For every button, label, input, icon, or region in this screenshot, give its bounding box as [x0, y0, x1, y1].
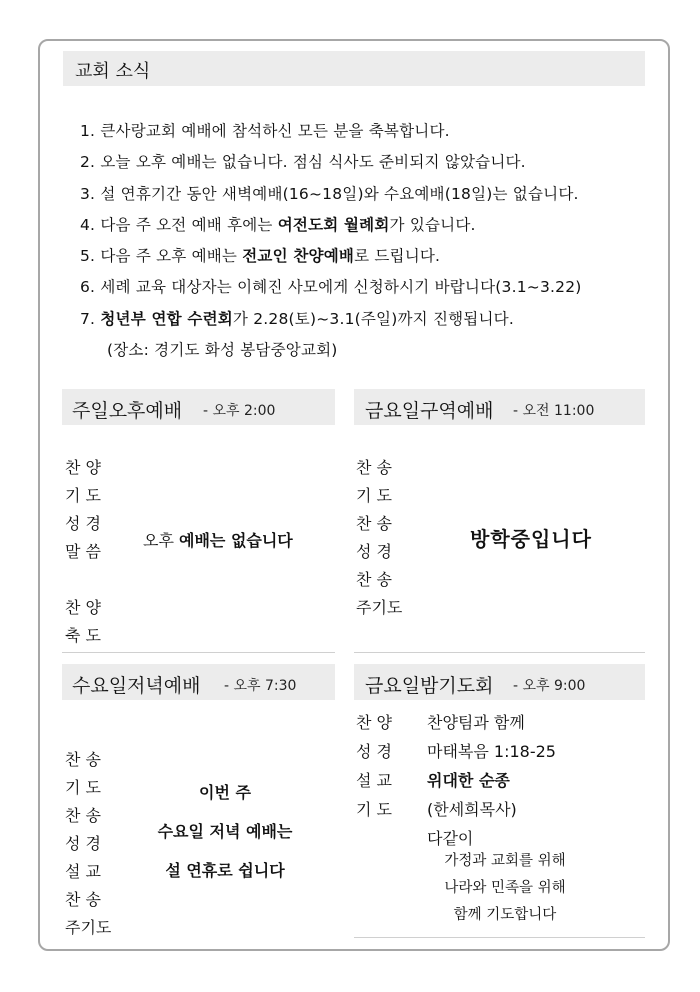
sunday-pm-time: - 오후 2:00	[203, 403, 276, 419]
friday-night-title: 금요일밤기도회	[365, 675, 494, 697]
news-list	[80, 116, 582, 366]
order-label: 찬 양	[65, 458, 101, 477]
news-title: 교회 소식	[75, 61, 151, 82]
friday-district-divider	[354, 652, 645, 653]
news-note: (장소: 경기도 화성 봉담중앙교회)	[107, 341, 338, 360]
wednesday-order	[65, 746, 125, 942]
sunday-pm-order	[65, 454, 125, 650]
news-header-bar	[63, 51, 645, 86]
order-label: 찬 송	[65, 806, 101, 825]
news-item: 6. 세례 교육 대상자는 이혜진 사모에게 신청하시기 바랍니다(3.1~3.22)	[80, 278, 582, 297]
news-item: 4. 다음 주 오전 예배 후에는 여전도회 월례회가 있습니다.	[80, 215, 476, 234]
news-item: 5. 다음 주 오후 예배는 전교인 찬양예배로 드립니다.	[80, 247, 441, 266]
order-label: 주기도	[356, 598, 403, 617]
sunday-pm-title: 주일오후예배	[72, 400, 183, 422]
order-label: 찬 송	[356, 458, 392, 477]
friday-district-order	[356, 454, 416, 622]
news-item: 7. 청년부 연합 수련회가 2.28(토)~3.1(주일)까지 진행됩니다.	[80, 309, 514, 328]
order-label: 찬 송	[356, 514, 392, 533]
order-label: 찬 양	[65, 598, 101, 617]
wednesday-time: - 오후 7:30	[224, 678, 297, 694]
friday-district-message: 방학중입니다	[470, 527, 592, 551]
order-label: 기 도	[356, 486, 392, 505]
friday-district-title: 금요일구역예배	[365, 400, 494, 422]
order-label: 기 도	[65, 778, 101, 797]
order-label: 말 씀	[65, 542, 101, 561]
sunday-pm-message: 오후 예배는 없습니다	[143, 531, 293, 550]
sunday-pm-divider	[62, 652, 335, 653]
order-label: 주기도	[65, 918, 112, 937]
order-label: 찬 송	[65, 890, 101, 909]
order-label: 성 경	[65, 514, 101, 533]
prayer-list: 가정과 교회를 위해 나라와 민족을 위해 함께 기도합니다	[444, 853, 566, 923]
news-item: 1. 큰사랑교회 예배에 참석하신 모든 분을 축복합니다.	[80, 122, 450, 140]
news-item: 2. 오늘 오후 예배는 없습니다. 점심 식사도 준비되지 않았습니다.	[80, 153, 526, 172]
order-label: 성 경	[356, 542, 392, 561]
order-label: 기 도	[65, 486, 101, 505]
order-label: 설 교	[65, 862, 101, 881]
wednesday-message: 이번 주 수요일 저녁 예배는 설 연휴로 쉽니다	[157, 783, 293, 880]
friday-night-time: - 오후 9:00	[513, 678, 586, 694]
order-label: 축 도	[65, 626, 101, 645]
friday-night-divider	[354, 937, 645, 938]
friday-district-time: - 오전 11:00	[513, 403, 595, 419]
news-item: 3. 설 연휴기간 동안 새벽예배(16~18일)와 수요예배(18일)는 없습니다.	[80, 184, 579, 203]
order-label: 찬 송	[65, 750, 101, 769]
order-label: 성 경	[65, 834, 101, 853]
order-label: 찬 송	[356, 570, 392, 589]
wednesday-title: 수요일저녁예배	[72, 675, 201, 697]
